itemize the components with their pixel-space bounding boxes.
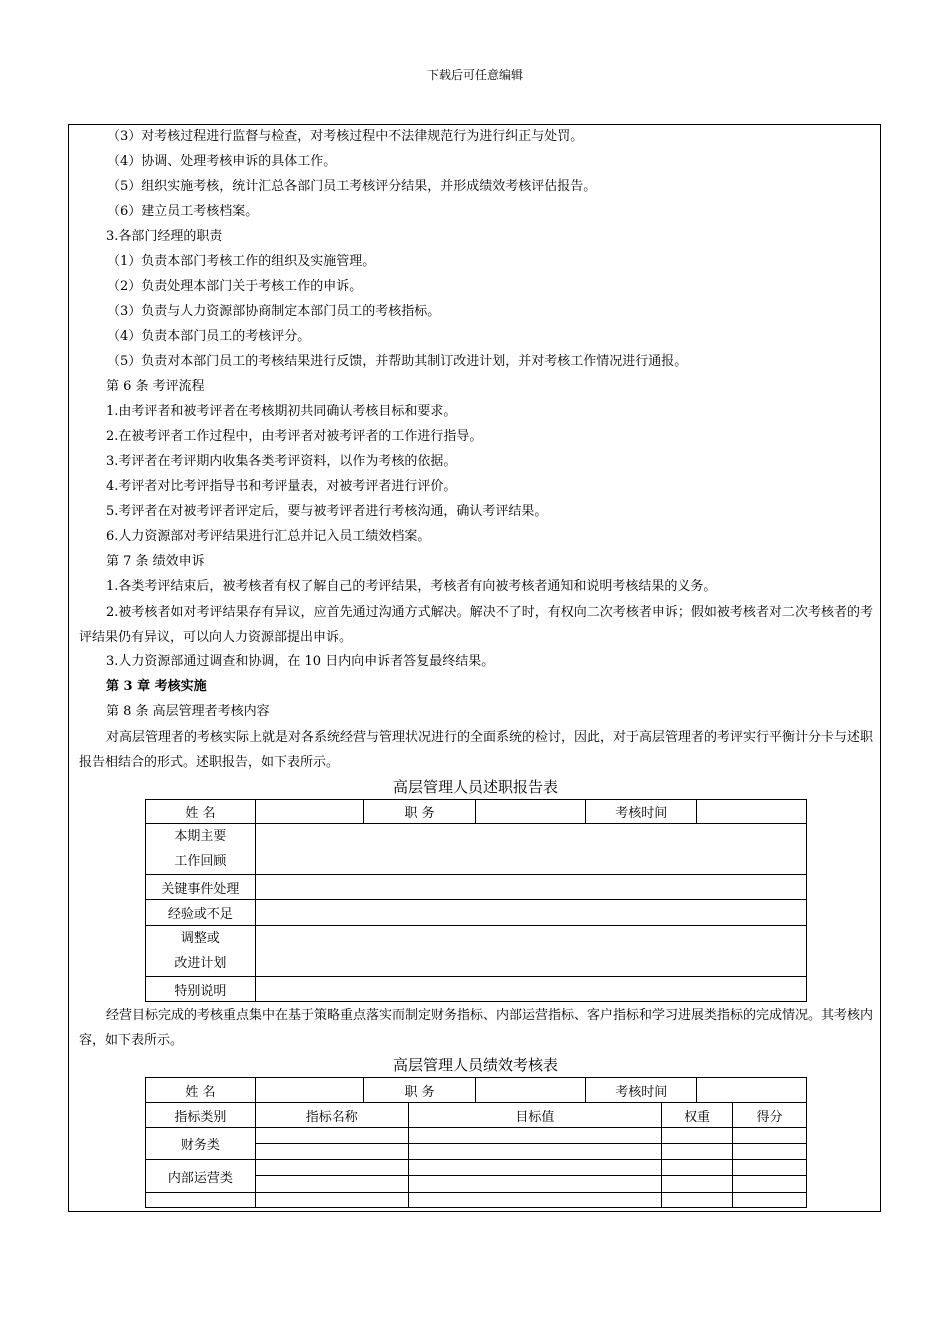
col-score: 得分 xyxy=(733,1103,807,1128)
table-cell xyxy=(733,1144,807,1160)
text-line: 4.考评者对比考评指导书和考评量表，对被考评者进行评价。 xyxy=(106,479,457,494)
adjust-label-line: 调整或 xyxy=(180,931,220,946)
report-table xyxy=(145,799,807,1002)
name-value xyxy=(255,1078,363,1103)
category-operations: 内部运营类 xyxy=(146,1160,256,1193)
review-label-line: 工作回顾 xyxy=(174,854,227,869)
chapter-heading: 第 3 章 考核实施 xyxy=(106,679,207,694)
text-line: （1）负责本部门考核工作的组织及实施管理。 xyxy=(107,254,376,269)
name-value xyxy=(255,800,363,824)
adjust-value xyxy=(255,926,806,977)
review-value xyxy=(255,824,806,875)
text-line: （3）对考核过程进行监督与检查，对考核过程中不法律规范行为进行纠正与处罚。 xyxy=(107,129,584,144)
text-line: （3）负责与人力资源部协商制定本部门员工的考核指标。 xyxy=(107,304,441,319)
adjust-label-line: 改进计划 xyxy=(174,956,227,971)
col-weight: 权重 xyxy=(662,1103,733,1128)
text-line: （4）负责本部门员工的考核评分。 xyxy=(107,329,311,344)
table-cell xyxy=(662,1176,733,1193)
text-line: 1.由考评者和被考评者在考核期初共同确认考核目标和要求。 xyxy=(106,404,457,419)
adjust-label xyxy=(146,926,256,977)
text-line: 1.各类考评结束后，被考核者有权了解自己的考评结果，考核者有向被考核者通知和说明考核结果的义务。 xyxy=(106,579,717,594)
experience-value xyxy=(255,900,806,926)
review-label xyxy=(146,824,256,875)
performance-table xyxy=(145,1077,807,1208)
time-value xyxy=(697,800,807,824)
article-heading: 第 6 条 考评流程 xyxy=(106,379,205,394)
text-line: 5.考评者在对被考评者评定后，要与被考评者进行考核沟通，确认考评结果。 xyxy=(106,504,548,519)
time-label: 考核时间 xyxy=(586,800,697,824)
table-cell xyxy=(662,1193,733,1208)
position-value xyxy=(476,800,586,824)
text-line: （6）建立员工考核档案。 xyxy=(107,204,259,219)
key-events-label: 关键事件处理 xyxy=(146,875,256,900)
time-value xyxy=(697,1078,807,1103)
table-cell xyxy=(255,1176,408,1193)
text-line: （5）负责对本部门员工的考核结果进行反馈，并帮助其制订改进计划，并对考核工作情况进行通报。 xyxy=(107,354,688,369)
table-cell xyxy=(146,1193,256,1208)
position-label: 职 务 xyxy=(363,800,476,824)
review-label-line: 本期主要 xyxy=(174,829,227,844)
text-line: 3.人力资源部通过调查和协调，在 10 日内向申诉者答复最终结果。 xyxy=(106,654,495,669)
text-line: 3.考评者在考评期内收集各类考评资料，以作为考核的依据。 xyxy=(106,454,457,469)
special-value xyxy=(255,977,806,1002)
name-label: 姓 名 xyxy=(146,800,256,824)
article-heading: 第 8 条 高层管理者考核内容 xyxy=(106,704,270,719)
table-cell xyxy=(662,1144,733,1160)
category-finance: 财务类 xyxy=(146,1128,256,1160)
key-events-value xyxy=(255,875,806,900)
position-value xyxy=(476,1078,586,1103)
text-line: （5）组织实施考核，统计汇总各部门员工考核评分结果，并形成绩效考核评估报告。 xyxy=(107,179,597,194)
table-cell xyxy=(408,1193,662,1208)
table-cell xyxy=(733,1193,807,1208)
appeal-paragraph: 2.被考核者如对考评结果存有异议，应首先通过沟通方式解决。解决不了时，有权向二次考核者申诉；假如被考核者对二次考核者的考评结果仍有异议，可以向人力资源部提出申诉。 xyxy=(79,605,873,645)
col-category: 指标类别 xyxy=(146,1103,256,1128)
text-line: 6.人力资源部对考评结果进行汇总并记入员工绩效档案。 xyxy=(106,529,431,544)
col-name: 指标名称 xyxy=(255,1103,408,1128)
article-heading: 第 7 条 绩效申诉 xyxy=(106,554,205,569)
table-cell xyxy=(255,1193,408,1208)
table-cell xyxy=(662,1160,733,1176)
text-line: 3.各部门经理的职责 xyxy=(106,229,223,244)
table-cell xyxy=(662,1128,733,1144)
table-cell xyxy=(408,1160,662,1176)
table-cell xyxy=(408,1144,662,1160)
table-cell xyxy=(733,1128,807,1144)
text-line: （2）负责处理本部门关于考核工作的申诉。 xyxy=(107,279,363,294)
table-cell xyxy=(255,1160,408,1176)
text-line: （4）协调、处理考核申诉的具体工作。 xyxy=(107,154,337,169)
table-cell xyxy=(733,1176,807,1193)
table-cell xyxy=(255,1128,408,1144)
experience-label: 经验或不足 xyxy=(146,900,256,926)
text-line: 2.在被考评者工作过程中，由考评者对被考评者的工作进行指导。 xyxy=(106,429,483,444)
page-header: 下载后可任意编辑 xyxy=(426,68,523,82)
intro-paragraph: 对高层管理者的考核实际上就是对各系统经营与管理状况进行的全面系统的检讨，因此，对于高层管理者的考评实行平衡计分卡与述职报告相结合的形式。述职报告，如下表所示。 xyxy=(79,730,874,770)
content-frame xyxy=(68,124,881,1212)
table1-title: 高层管理人员述职报告表 xyxy=(392,778,558,796)
position-label: 职 务 xyxy=(363,1078,476,1103)
table-cell xyxy=(733,1160,807,1176)
table-cell xyxy=(408,1128,662,1144)
time-label: 考核时间 xyxy=(586,1078,697,1103)
table-cell xyxy=(255,1144,408,1160)
table-cell xyxy=(408,1176,662,1193)
table2-title: 高层管理人员绩效考核表 xyxy=(392,1056,558,1074)
goals-paragraph: 经营目标完成的考核重点集中在基于策略重点落实而制定财务指标、内部运营指标、客户指标和学习进展类指标的完成情况。其考核内容，如下表所示。 xyxy=(79,1008,874,1048)
name-label: 姓 名 xyxy=(146,1078,256,1103)
col-target: 目标值 xyxy=(408,1103,662,1128)
special-label: 特别说明 xyxy=(146,977,256,1002)
